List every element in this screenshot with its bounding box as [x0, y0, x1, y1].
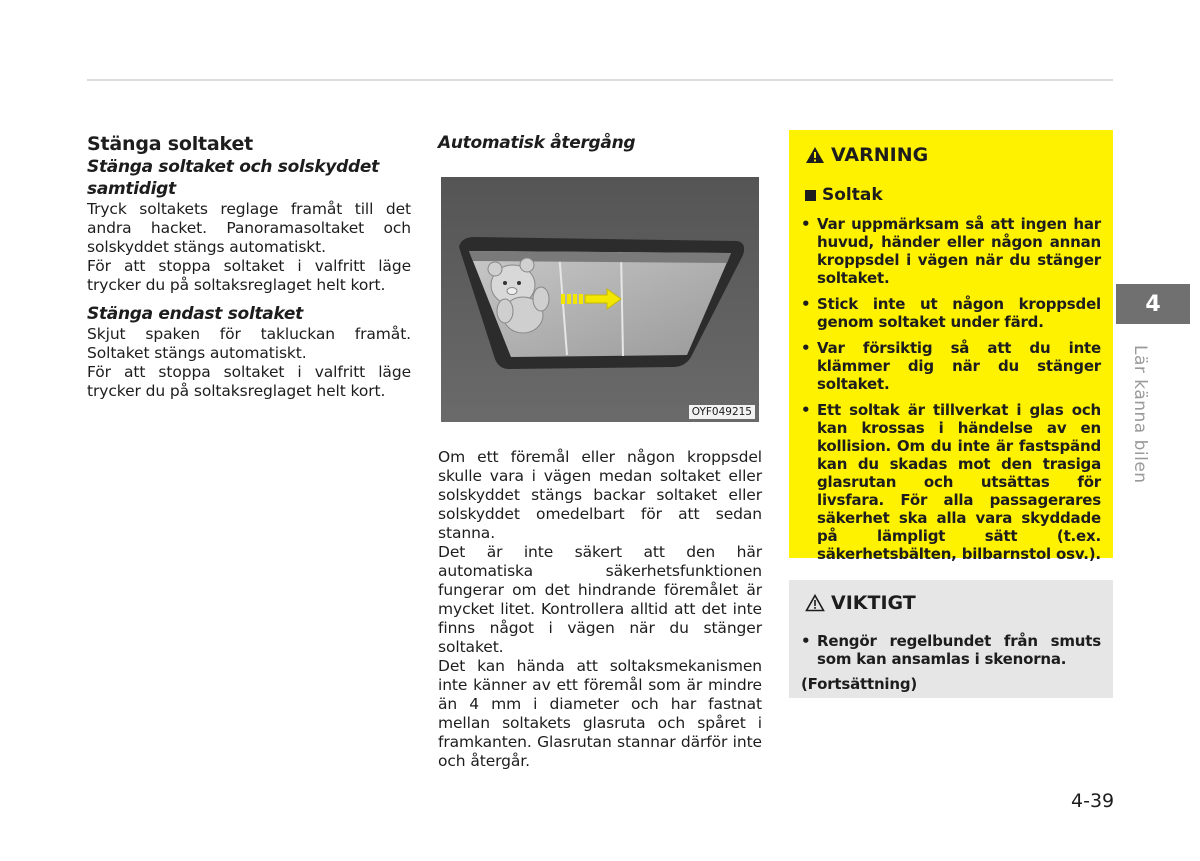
- paragraph: Det kan hända att soltaksmekanismen inte känner av ett föremål som är mindre än 4 mm i diameter och har fastnat mellan soltakets glasruta och spåret i framkanten. Glasrutan stannar därför inte och återgår.: [438, 657, 762, 770]
- square-bullet-icon: [805, 190, 816, 201]
- list-item: • Var försiktig så att du inte klämmer dig när du stänger soltaket.: [801, 339, 1101, 393]
- important-list: [801, 632, 1101, 668]
- paragraph: För att stoppa soltaket i valfritt läge trycker du på soltaksreglaget helt kort.: [87, 363, 411, 400]
- list-item: • Var uppmärksam så att ingen har huvud, händer eller någon annan kroppsdel i vägen när du stänger soltaket.: [801, 215, 1101, 287]
- chapter-tab: [1116, 284, 1190, 324]
- paragraph: Om ett föremål eller någon kroppsdel skulle vara i vägen medan soltaket eller solskyddet stängs backar soltaket eller solskyddet omedelbart för att sedan stanna.: [438, 448, 762, 542]
- sunroof-drawing: [441, 177, 759, 422]
- paragraph: Det är inte säkert att den här automatiska säkerhetsfunktionen fungerar om det hindrande föremålet är mycket litet. Kontrollera alltid att det inte finns något i vägen när du stänger soltaket.: [438, 543, 762, 656]
- important-title-text: VIKTIGT: [831, 592, 916, 614]
- warning-box: [789, 130, 1113, 563]
- paragraph: För att stoppa soltaket i valfritt läge trycker du på soltaksreglaget helt kort.: [87, 257, 411, 294]
- chapter-number: 4: [1145, 291, 1161, 317]
- subheading-close-roof-only: Stänga endast soltaket: [87, 304, 303, 324]
- column-middle: [438, 132, 762, 154]
- list-item: • Rengör regelbundet från smuts som kan ansamlas i skenorna.: [801, 632, 1101, 668]
- subheading-auto-reverse: Automatisk återgång: [438, 133, 636, 153]
- header-rule: [87, 79, 1113, 81]
- subheading-close-both: Stänga soltaket och solskyddet samtidigt: [87, 157, 379, 199]
- warning-list: [801, 215, 1101, 563]
- warning-subtitle-text: Soltak: [822, 185, 883, 205]
- warning-subtitle: [805, 185, 1101, 205]
- sunroof-illustration: [441, 177, 759, 422]
- continued-label: (Fortsättning): [801, 675, 918, 693]
- column-middle-text: [438, 448, 762, 771]
- chapter-label: Lär känna bilen: [1130, 345, 1150, 484]
- page-number: 4-39: [1071, 790, 1115, 812]
- warning-title-text: VARNING: [831, 144, 929, 166]
- list-item: • Stick inte ut någon kroppsdel genom soltaket under färd.: [801, 295, 1101, 331]
- warning-title: [805, 142, 1101, 168]
- caution-triangle-icon: [805, 594, 825, 612]
- warning-triangle-icon: [805, 146, 825, 164]
- list-item: • Ett soltak är tillverkat i glas och kan krossas i händelse av en kollision. Om du inte är fastspänd kan du skadas mot den trasiga glasrutan och utsättas för livsfara. För alla passagerares säkerhet ska alla vara skyddade på lämpligt sätt (t.ex. säkerhetsbälten, bilbarnstol osv.).: [801, 401, 1101, 563]
- paragraph: Tryck soltakets reglage framåt till det andra hacket. Panoramasoltaket och solskyddet stängs automatiskt.: [87, 200, 411, 256]
- figure-code: OYF049215: [689, 405, 755, 419]
- paragraph: Skjut spaken för takluckan framåt. Soltaket stängs automatiskt.: [87, 325, 411, 362]
- column-left: [87, 132, 411, 401]
- section-heading: Stänga soltaket: [87, 133, 254, 155]
- important-title: [805, 590, 1101, 616]
- important-box: [789, 580, 1113, 698]
